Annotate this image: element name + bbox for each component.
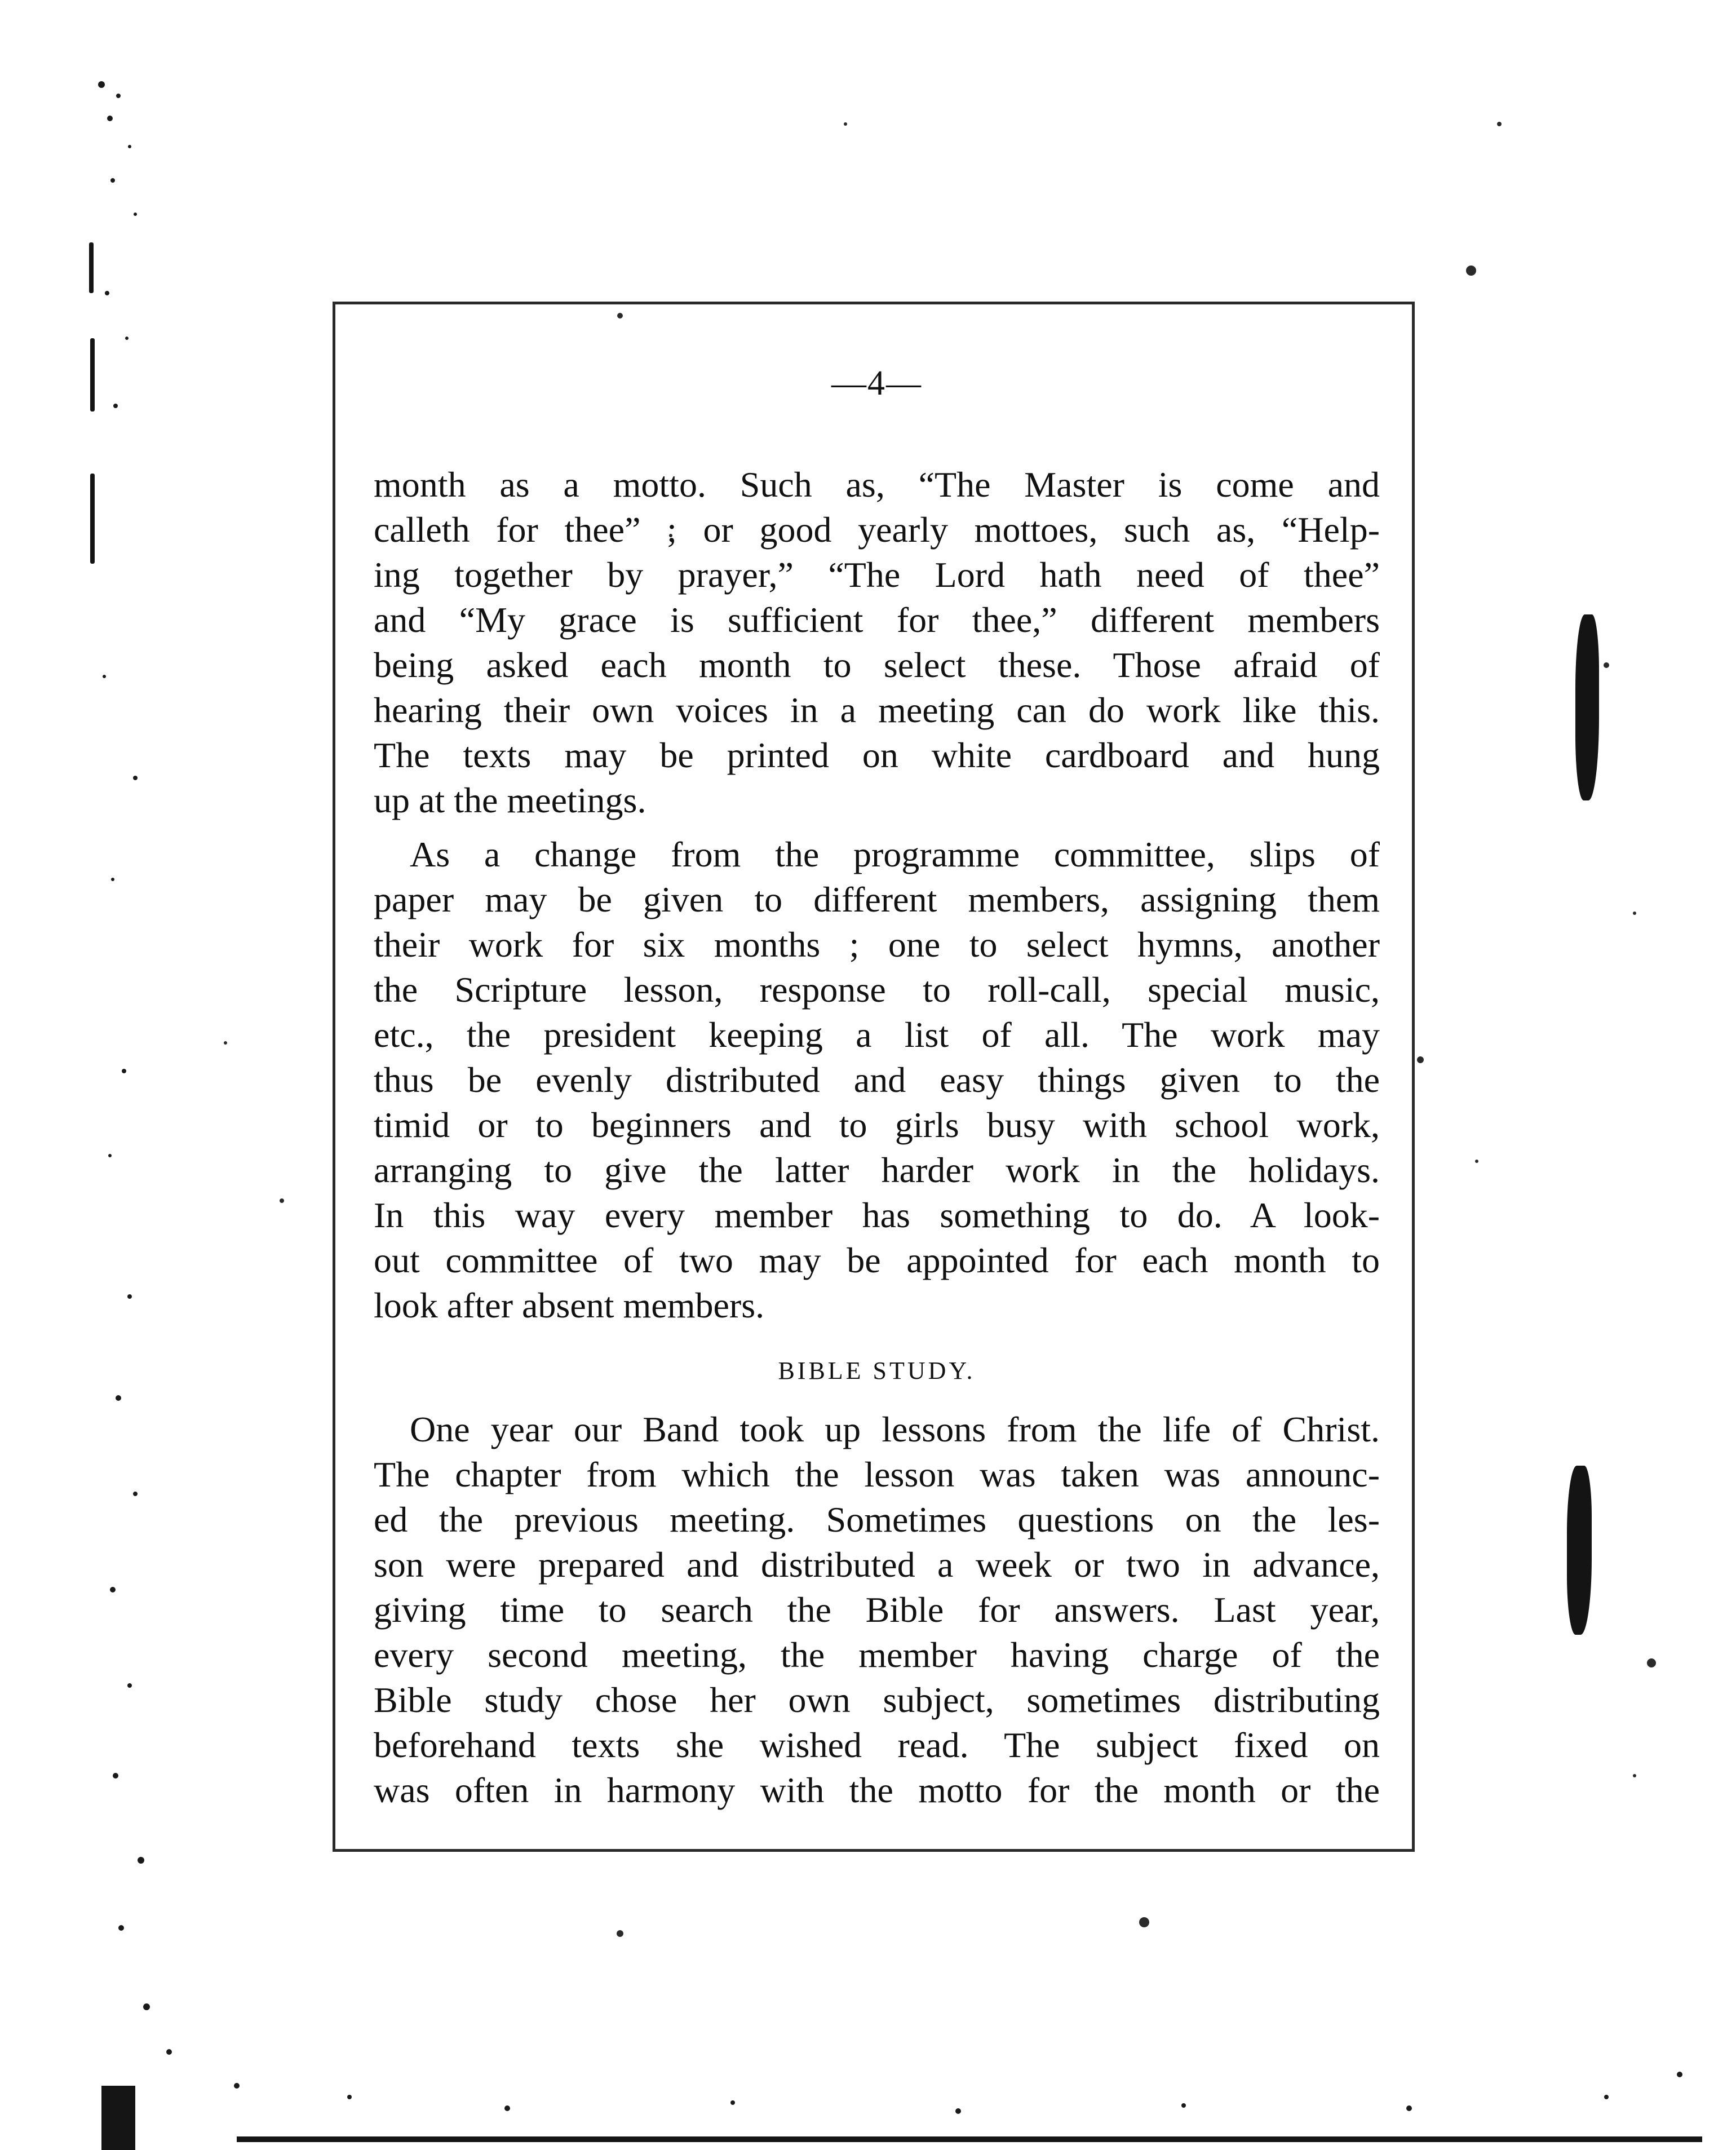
text-line: giving time to search the Bible for answers. Last year, [374, 1590, 1380, 1630]
text-line: and “My grace is sufficient for thee,” different members [374, 600, 1380, 640]
text-line: every second meeting, the member having charge of the [374, 1635, 1380, 1675]
text-line: In this way every member has something to do. A look- [374, 1195, 1380, 1235]
text-line: beforehand texts she wished read. The subject fixed on [374, 1725, 1380, 1765]
text-line: son were prepared and distributed a week or two in advance, [374, 1545, 1380, 1585]
text-line: Bible study chose her own subject, sometimes distributing [374, 1680, 1380, 1720]
bottom-edge-band [101, 2086, 1702, 2150]
text-line: etc., the president keeping a list of all. The work may [374, 1015, 1380, 1055]
text-line: calleth for thee” ; or good yearly mottoes, such as, “Help- [374, 510, 1380, 550]
paragraph-bible-study [374, 1407, 1380, 1813]
ink-mark-left-1 [89, 242, 94, 293]
text-line: ing together by prayer,” “The Lord hath need of thee” [374, 555, 1380, 595]
text-line: The chapter from which the lesson was taken was announc- [374, 1454, 1380, 1494]
ink-blot-right-lower [1567, 1466, 1592, 1635]
ink-mark-left-3 [90, 474, 95, 564]
text-line: The texts may be printed on white cardboard and hung [374, 735, 1380, 775]
text-line: their work for six months ; one to select hymns, another [374, 924, 1380, 965]
text-line: look after absent members. [374, 1285, 765, 1325]
text-line: As a change from the programme committee, slips of [410, 834, 1380, 874]
text-line: thus be evenly distributed and easy things given to the [374, 1060, 1380, 1100]
text-line: hearing their own voices in a meeting can do work like this. [374, 690, 1380, 730]
ink-blot-right-upper [1575, 614, 1599, 800]
text-line: One year our Band took up lessons from the life of Christ. [410, 1409, 1380, 1449]
text-line: arranging to give the latter harder work in the holidays. [374, 1150, 1380, 1190]
text-line: ed the previous meeting. Sometimes questions on the les- [374, 1499, 1380, 1539]
text-line: out committee of two may be appointed for each month to [374, 1240, 1380, 1280]
text-line: the Scripture lesson, response to roll-call, special music, [374, 970, 1380, 1010]
section-heading-bible-study: BIBLE STUDY. [778, 1357, 976, 1384]
text-line: timid or to beginners and to girls busy with school work, [374, 1105, 1380, 1145]
paragraph-mottoes [374, 462, 1380, 823]
text-line: month as a motto. Such as, “The Master is come and [374, 464, 1380, 505]
text-line: up at the meetings. [374, 780, 646, 820]
text-line: was often in harmony with the motto for the month or the [374, 1770, 1380, 1810]
text-line: being asked each month to select these. Those afraid of [374, 645, 1380, 685]
page-text-block [374, 361, 1380, 1813]
paragraph-programme-committee [374, 832, 1380, 1328]
text-line: paper may be given to different members, assigning them [374, 879, 1380, 919]
page-number: —4— [831, 364, 922, 402]
ink-mark-left-2 [90, 338, 95, 412]
